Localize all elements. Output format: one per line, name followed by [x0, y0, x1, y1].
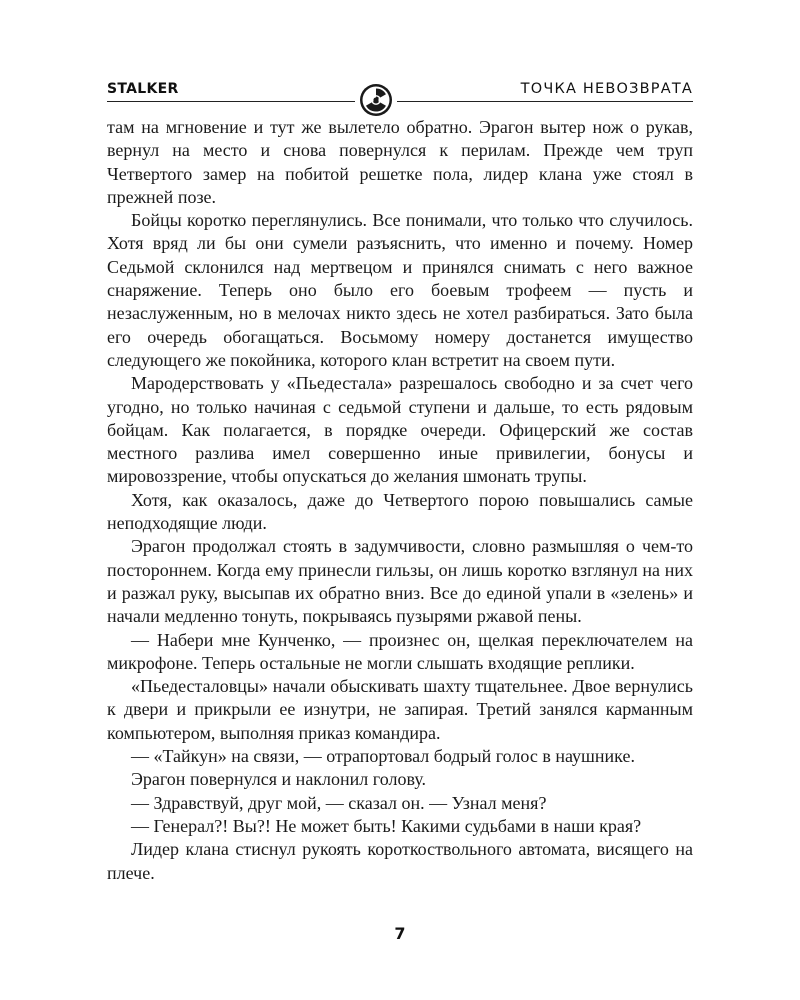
- radiation-icon: [358, 82, 394, 118]
- paragraph: Хотя, как оказалось, даже до Четвертого порою повышались самые неподходящие люди.: [107, 489, 693, 534]
- paragraph: там на мгновение и тут же вылетело обратно. Эрагон вытер нож о рукав, вернул на место и снова повернулся к перилам. Прежде чем труп Четвертого замер на побитой решетке пола, лидер клана уже стоял в прежней позе.: [107, 117, 693, 207]
- paragraph: «Пьедесталовцы» начали обыскивать шахту тщательнее. Двое вернулись к двери и прикрыли ее изнутри, не запирая. Третий занялся карманным компьютером, выполняя приказ командира.: [107, 676, 693, 743]
- page-number: 7: [394, 924, 406, 943]
- paragraph: Бойцы коротко переглянулись. Все понимали, что только что случилось. Хотя вряд ли бы они сумели разъяснить, что именно и почему. Номер Седьмой склонился над мертвецом и принялся снимать с него важное снаряжение. Теперь оно было его боевым трофеем — пусть и незаслуженным, но в мелочах никто здесь не хотел разбираться. Зато была его очередь обогащаться. Восьмому номеру достанется имущество следующего же покойника, которого клан встретит на своем пути.: [107, 210, 693, 370]
- series-name: STALKER: [107, 81, 179, 97]
- dialogue-line: — «Тайкун» на связи, — отрапортовал бодрый голос в наушнике.: [131, 746, 635, 767]
- header-rule-left: [107, 101, 355, 102]
- header-rule-right: [397, 101, 693, 102]
- dialogue-line: — Генерал?! Вы?! Не может быть! Какими судьбами в наши края?: [131, 815, 642, 836]
- book-title: ТОЧКА НЕВОЗВРАТА: [520, 81, 693, 97]
- paragraph: Эрагон повернулся и наклонил голову.: [131, 769, 427, 790]
- paragraph: Лидер клана стиснул рукоять короткоствольного автомата, висящего на плече.: [107, 839, 693, 883]
- paragraph: Эрагон продолжал стоять в задумчивости, словно размышляя о чем-то постороннем. Когда ему принесли гильзы, он лишь коротко взглянул на них и разжал руку, высыпав их обратно вниз. Все до единой упали в «зелень» и начали медленно тонуть, покрываясь пузырями ржавой пены.: [107, 536, 693, 627]
- dialogue-line: — Набери мне Кунченко, — произнес он, щелкая переключателем на микрофоне. Теперь остальные не могли слышать входящие реплики.: [107, 629, 693, 673]
- running-header: [107, 78, 693, 108]
- paragraph: Мародерствовать у «Пьедестала» разрешалось свободно и за счет чего угодно, но только начиная с седьмой ступени и дальше, то есть рядовым бойцам. Как полагается, в порядке очереди. Офицерский же состав местного разлива имел совершенно иные привилегии, бонусы и мировоззрение, чтобы опускаться до желания шмонать трупы.: [107, 373, 693, 487]
- dialogue-line: — Здравствуй, друг мой, — сказал он. — Узнал меня?: [131, 792, 547, 813]
- body-text: [107, 116, 693, 885]
